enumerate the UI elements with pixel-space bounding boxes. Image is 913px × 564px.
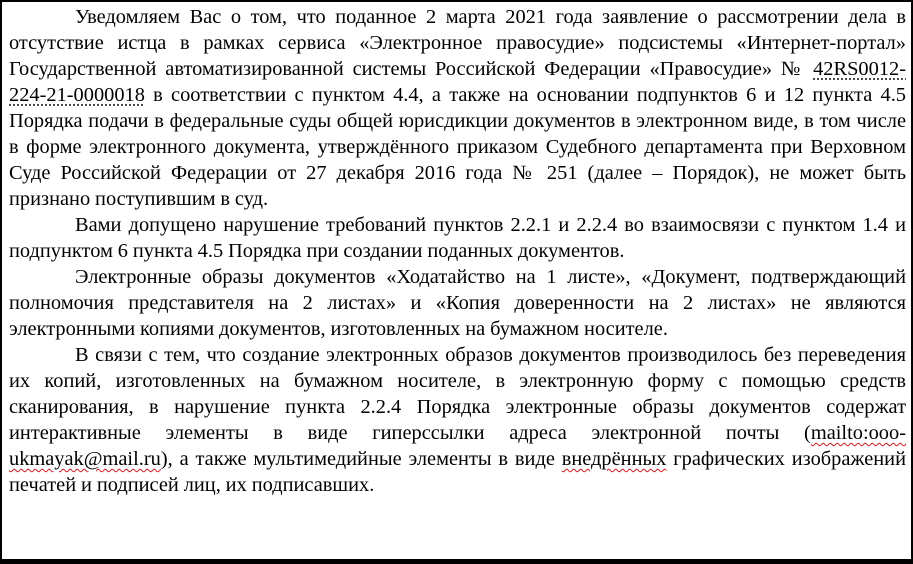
paragraph-4-text-end: графических изображений печатей и подписей лиц, их подписавших. xyxy=(9,448,906,496)
spellcheck-word: внедрённых xyxy=(561,448,667,470)
paragraph-4-text-middle: ), а также мультимедийные элементы в виде xyxy=(160,448,562,470)
paragraph-1-text-end: в соответствии с пунктом 4.4, а также на основании подпунктов 6 и 12 пункта 4.5 Порядка подачи в федеральные суды общей юрисдикции документов в электронном виде, в том числе в форме электронного документа, утверждённого приказом Судебного департамента при Верховном Суде Российской Федерации от 27 декабря 2016 года № 251 (далее – Порядок), не может быть признано поступившим в суд. xyxy=(9,84,906,210)
paragraph-scanning xyxy=(9,342,906,498)
document-body xyxy=(9,4,906,498)
case-number: 42RS0012-224-21-0000018 xyxy=(9,58,906,106)
paragraph-4-text-start: В связи с тем, что создание электронных образов документов производилось без переведения их копий, изготовленных на бумажном носителе, в электронную форму с помощью средств сканирования, в нарушение пункта 2.2.4 Порядка электронные образы документов содержат интерактивные элементы в виде гиперссылки адреса электронной почты ( xyxy=(9,344,906,444)
email-link-text: mailto:ooo-ukmayak@mail.ru xyxy=(9,422,906,470)
paragraph-electronic-images: Электронные образы документов «Ходатайство на 1 листе», «Документ, подтверждающий полномочия представителя на 2 листах» и «Копия доверенности на 2 листах» не являются электронными копиями документов, изготовленных на бумажном носителе. xyxy=(9,266,906,340)
paragraph-notice xyxy=(9,4,906,212)
paragraph-violation: Вами допущено нарушение требований пунктов 2.2.1 и 2.2.4 во взаимосвязи с пунктом 1.4 и подпунктом 6 пункта 4.5 Порядка при создании поданных документов. xyxy=(9,214,906,262)
paragraph-1-text-start: Уведомляем Вас о том, что поданное 2 марта 2021 года заявление о рассмотрении дела в отсутствие истца в рамках сервиса «Электронное правосудие» подсистемы «Интернет-портал» Государственной автоматизированной системы Российской Федерации «Правосудие» № xyxy=(9,6,906,80)
